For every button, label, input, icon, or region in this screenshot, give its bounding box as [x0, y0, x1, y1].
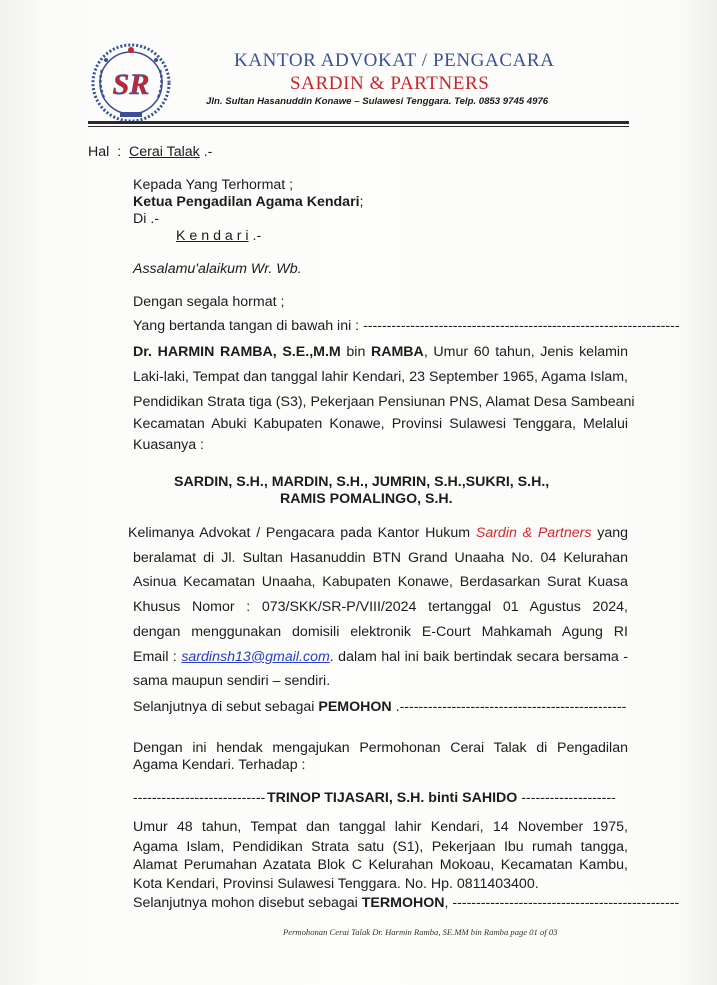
addressee-city: K e n d a r i — [176, 228, 249, 244]
letterhead-title: KANTOR ADVOKAT / PENGACARA — [234, 50, 555, 71]
page-footer: Permohonan Cerai Talak Dr. Harmin Ramba, SE.MM bin Ramba page 01 of 03 — [283, 927, 558, 937]
firm-line-1-post: yang — [591, 525, 628, 541]
opening-line-2-text: Yang bertanda tangan di bawah ini : — [133, 318, 364, 334]
applicant-line-2: Laki-laki, Tempat dan tanggal lahir Kendari, 23 September 1965, Agama Islam, — [133, 369, 628, 385]
opening-dashes: ------------------------------------------------------------------- — [363, 318, 680, 334]
opening-line-1: Dengan segala hormat ; — [133, 294, 285, 310]
firm-line-7: sama maupun sendiri – sendiri. — [133, 673, 331, 689]
applicant-bin: bin — [340, 344, 371, 360]
applicant-line-1 — [133, 344, 628, 361]
termohon-pre: Selanjutnya mohon disebut sebagai — [133, 895, 362, 911]
respondent-line-3: Alamat Perumahan Azatata Blok C Kelurahan Mokoau, Kecamatan Kambu, — [133, 857, 628, 873]
respondent-line-1: Umur 48 tahun, Tempat dan tanggal lahir Kendari, 14 November 1975, — [133, 819, 628, 835]
letterhead-divider — [88, 121, 629, 124]
opening-line-2 — [133, 318, 680, 335]
letterhead-firm-name: SARDIN & PARTNERS — [290, 73, 490, 94]
petition-line-2: Agama Kendari. Terhadap : — [133, 757, 306, 773]
subject-suffix: .- — [199, 144, 213, 160]
applicant-line-1-rest: , Umur 60 tahun, Jenis kelamin — [423, 344, 628, 360]
firm-line-1-pre: Kelimanya Advokat / Pengacara pada Kantor Hukum — [128, 525, 476, 541]
applicant-line-3: Pendidikan Strata tiga (S3), Pekerjaan Pensiunan PNS, Alamat Desa Sambeani — [133, 394, 635, 410]
addressee-city-line — [176, 228, 261, 245]
respondent-line-4: Kota Kendari, Provinsi Sulawesi Tenggara. No. Hp. 0811403400. — [133, 876, 539, 892]
letterhead-divider-thin — [88, 126, 629, 127]
subject-colon: : — [117, 144, 122, 160]
addressee-line-3: Di .- — [133, 211, 160, 227]
respondent-heading — [133, 790, 628, 807]
lawyers-line-2: RAMIS POMALINGO, S.H. — [280, 491, 453, 507]
termohon-post: , — [444, 895, 453, 911]
addressee-city-suffix: .- — [248, 228, 262, 244]
letterhead-address: Jln. Sultan Hasanuddin Konawe – Sulawesi Tenggara. Telp. 0853 9745 4976 — [206, 96, 549, 107]
subject-label: Hal — [88, 144, 110, 160]
firm-line-6 — [133, 649, 628, 666]
addressee-court-suffix: ; — [359, 194, 364, 210]
greeting: Assalamu'alaikum Wr. Wb. — [133, 261, 302, 277]
firm-line-6-post: . dalam hal ini baik bertindak secara bersama - — [329, 649, 628, 665]
applicant-line-4: Kecamatan Abuki Kabupaten Konawe, Provinsi Sulawesi Tenggara, Melalui — [133, 416, 628, 432]
pemohon-post: . — [391, 699, 400, 715]
termohon-term: TERMOHON — [361, 895, 445, 911]
addressee-court: Ketua Pengadilan Agama Kendari — [133, 194, 360, 210]
firm-line-4: Khusus Nomor : 073/SKK/SR-P/VIII/2024 tertanggal 01 Agustus 2024, — [133, 599, 628, 615]
subject-line — [88, 144, 212, 161]
firm-line-5: dengan menggunakan domisili elektronik E-Court Mahkamah Agung RI — [133, 624, 628, 640]
firm-logo — [90, 42, 172, 124]
respondent-dashes-left: ---------------------------- — [133, 790, 266, 806]
firm-logo-monogram: SR — [112, 68, 150, 101]
addressee-line-1: Kepada Yang Terhormat ; — [133, 177, 294, 193]
applicant-line-5: Kuasanya : — [133, 437, 204, 453]
addressee-line-2 — [133, 194, 363, 211]
pemohon-pre: Selanjutnya di sebut sebagai — [133, 699, 319, 715]
subject-value: Cerai Talak — [129, 144, 200, 160]
firm-line-3: Asinua Kecamatan Unaaha, Kabupaten Konawe, Berdasarkan Surat Kuasa — [133, 574, 628, 590]
email-label: Email : — [133, 649, 182, 665]
respondent-name: TRINOP TIJASARI, S.H. binti SAHIDO — [263, 790, 522, 806]
applicant-name: Dr. HARMIN RAMBA, S.E.,M.M — [133, 344, 341, 360]
lawyers-line-1: SARDIN, S.H., MARDIN, S.H., JUMRIN, S.H.,SUKRI, S.H., — [174, 474, 550, 490]
pemohon-dashes: ------------------------------------------------ — [399, 699, 627, 715]
pemohon-term: PEMOHON — [318, 699, 392, 715]
respondent-line-5 — [133, 895, 680, 912]
firm-line-1 — [128, 525, 628, 542]
respondent-dashes-right: -------------------- — [521, 790, 616, 806]
pemohon-line — [133, 699, 628, 716]
respondent-line-2: Agama Islam, Pendidikan Strata satu (S1), Pekerjaan Ibu rumah tangga, — [133, 839, 628, 855]
applicant-father: RAMBA — [371, 344, 424, 360]
petition-line-1: Dengan ini hendak mengajukan Permohonan Cerai Talak di Pengadilan — [133, 740, 628, 756]
firm-line-2: beralamat di Jl. Sultan Hasanuddin BTN Grand Unaaha No. 04 Kelurahan — [133, 550, 628, 566]
firm-name-inline: Sardin & Partners — [475, 525, 592, 541]
email-link[interactable]: sardinsh13@gmail.com — [181, 649, 330, 665]
termohon-dashes: ------------------------------------------------ — [452, 895, 680, 911]
